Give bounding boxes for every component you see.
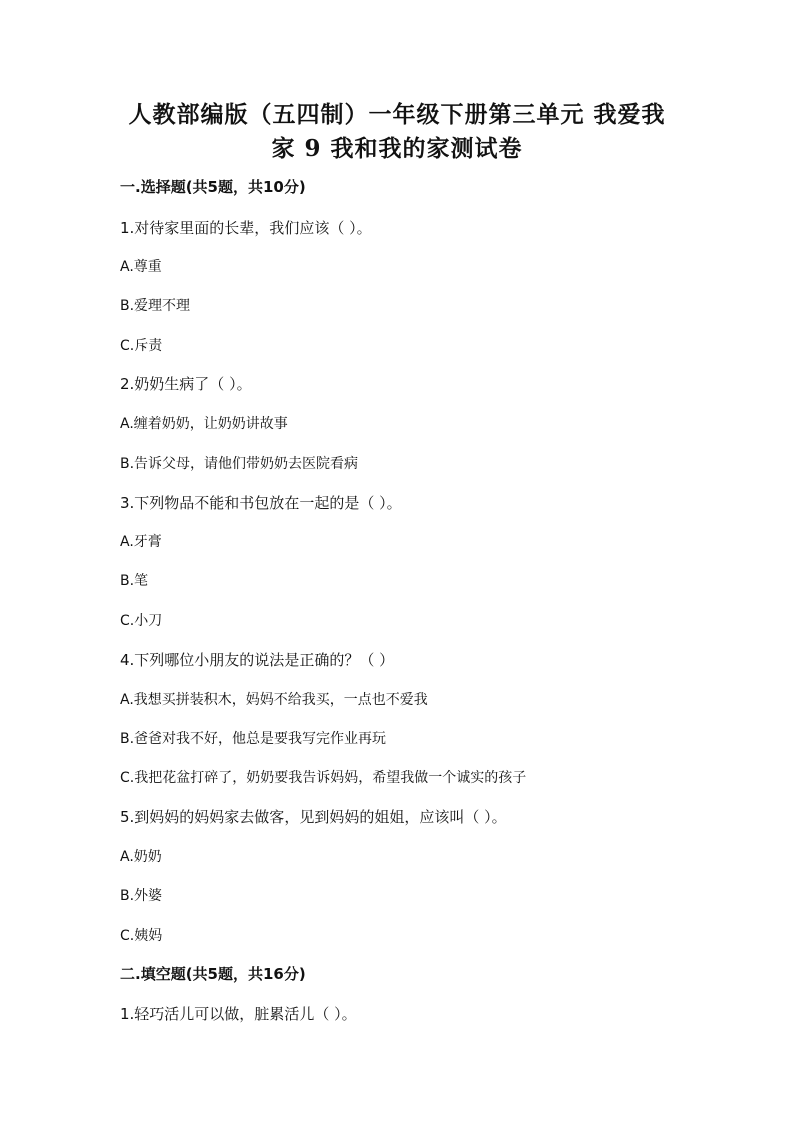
option-text: B.爸爸对我不好，他总是要我写完作业再玩: [120, 731, 387, 747]
option-text: B.外婆: [120, 888, 163, 904]
option-text: C.我把花盆打碎了，奶奶要我告诉妈妈，希望我做一个诚实的孩子: [120, 770, 527, 786]
option-text: C.姨妈: [120, 928, 163, 944]
option-text: A.牙膏: [120, 534, 162, 550]
question-text: 1.轻巧活儿可以做，脏累活儿（ ）。: [120, 1005, 357, 1023]
option-text: C.斥责: [120, 338, 163, 354]
option-text: B.笔: [120, 573, 149, 589]
question-text: 3.下列物品不能和书包放在一起的是（ ）。: [120, 494, 402, 512]
option-text: C.小刀: [120, 613, 163, 629]
page-title-line-2: 家 9 我和我的家测试卷: [271, 135, 523, 162]
option-text: B.爱理不理: [120, 298, 191, 314]
question-text: 2.奶奶生病了（ ）。: [120, 375, 252, 393]
page-title-line-1: 人教部编版（五四制）一年级下册第三单元 我爱我: [128, 101, 666, 128]
question-text: 1.对待家里面的长辈，我们应该（ ）。: [120, 219, 372, 237]
question-text: 4.下列哪位小朋友的说法是正确的？（ ）: [120, 651, 395, 669]
option-text: A.奶奶: [120, 849, 162, 865]
section-heading-choice: 一.选择题(共5题，共10分): [120, 178, 306, 196]
option-text: A.尊重: [120, 259, 162, 275]
option-text: A.缠着奶奶，让奶奶讲故事: [120, 416, 288, 432]
section-heading-fill-blank: 二.填空题(共5题，共16分): [120, 965, 306, 983]
option-text: B.告诉父母，请他们带奶奶去医院看病: [120, 456, 359, 472]
question-text: 5.到妈妈的妈妈家去做客，见到妈妈的姐姐，应该叫（ ）。: [120, 808, 507, 826]
option-text: A.我想买拼装积木，妈妈不给我买，一点也不爱我: [120, 692, 428, 708]
